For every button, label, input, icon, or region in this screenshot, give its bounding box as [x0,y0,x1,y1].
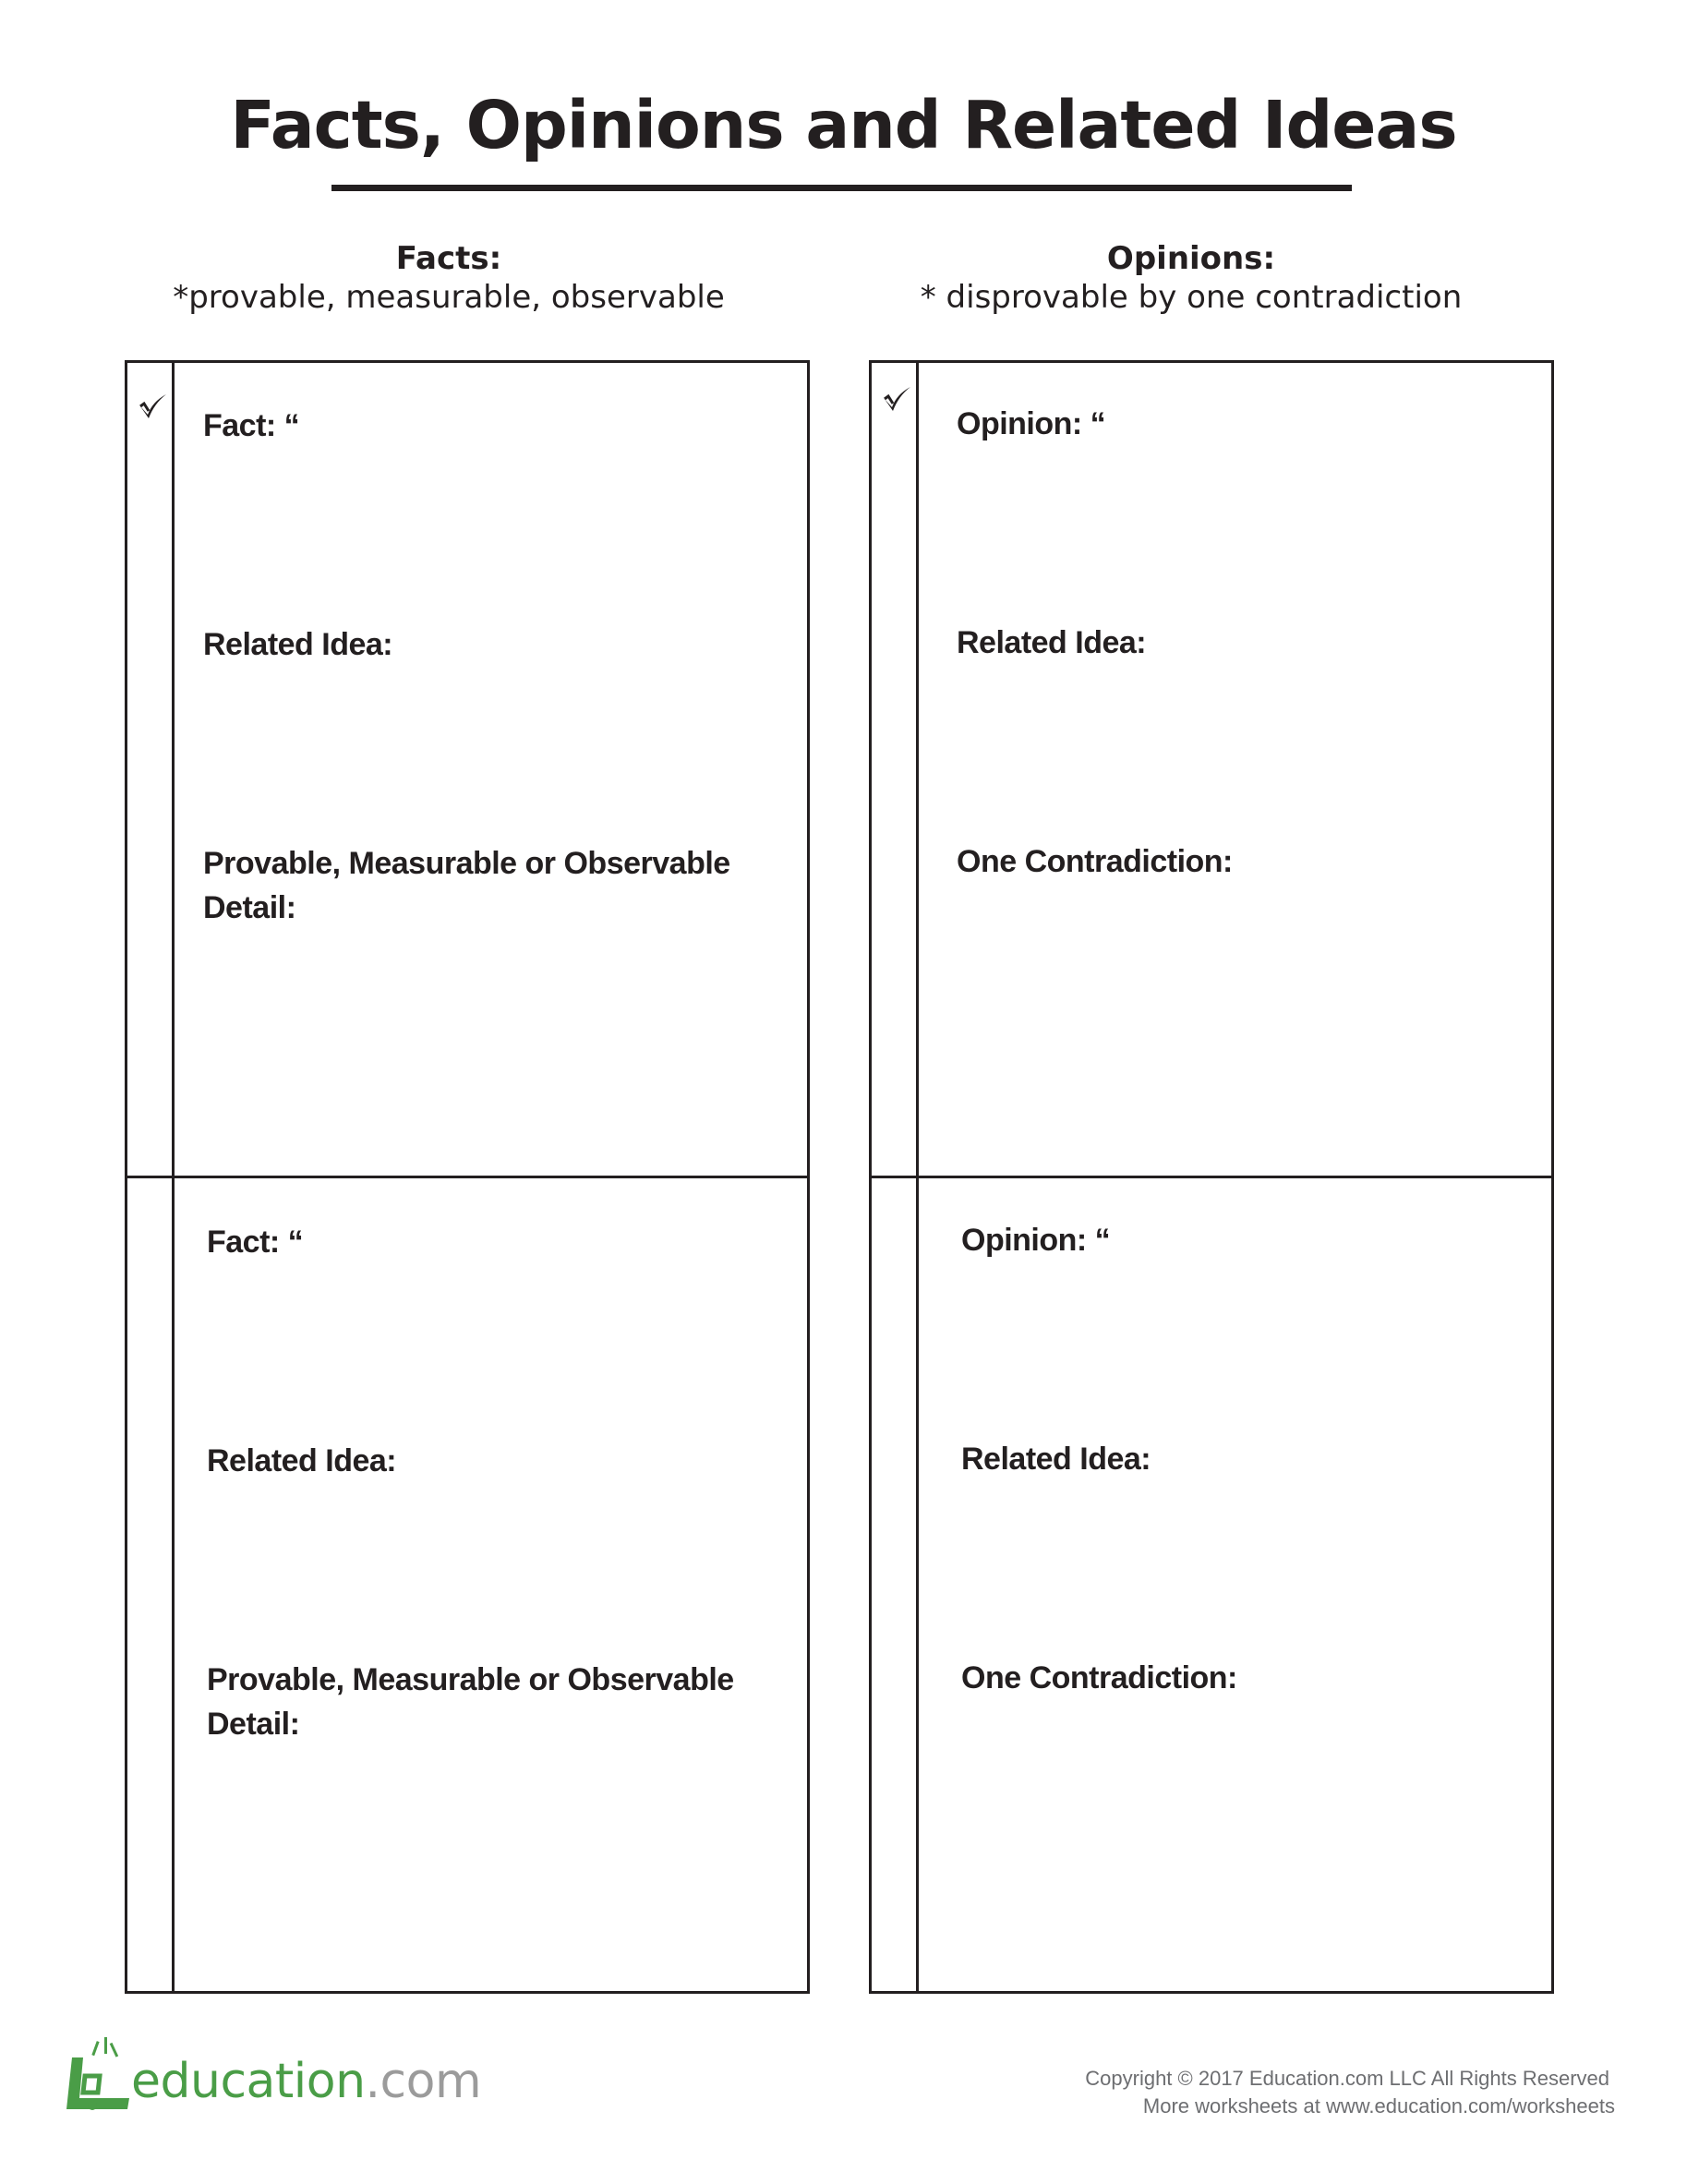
more-worksheets-link[interactable]: More worksheets at www.education.com/worksheets [1142,2094,1615,2118]
opinion-box-2 [869,1176,1554,1994]
related-idea-label: Related Idea: [957,625,1147,660]
opinion-box-1 [869,360,1554,1178]
opinions-subheading: * disprovable by one contradiction [920,279,1463,316]
facts-column-header [126,240,772,316]
detail-label: Provable, Measurable or Observable Detail: [203,846,730,925]
fact-box-1 [125,360,810,1178]
check-gutter [916,1178,919,1991]
opinion-label: Opinion: “ [961,1223,1111,1258]
page-title: Facts, Opinions and Related Ideas [230,87,1457,163]
contradiction-label: One Contradiction: [957,844,1233,879]
detail-label: Provable, Measurable or Observable Detail: [207,1662,734,1742]
logo-text-suffix: .com [365,2054,482,2109]
check-icon [138,391,169,422]
facts-subheading: *provable, measurable, observable [173,279,725,316]
facts-heading: Facts: [395,240,502,277]
fact-box-2 [125,1176,810,1994]
opinion-label: Opinion: “ [957,406,1106,441]
check-icon [882,383,913,415]
check-gutter [172,1178,175,1991]
logo-text-main: education [131,2054,366,2109]
copyright-notice: Copyright © 2017 Education.com LLC All Rights Reserved [1085,2067,1609,2090]
education-logo[interactable] [131,2054,482,2109]
contradiction-label: One Contradiction: [961,1660,1237,1695]
fact-label: Fact: “ [203,408,300,443]
fact-label: Fact: “ [207,1225,304,1260]
check-gutter [916,363,919,1176]
related-idea-label: Related Idea: [207,1443,397,1478]
related-idea-label: Related Idea: [203,627,393,662]
title-underline [331,185,1352,191]
opinions-heading: Opinions: [1106,240,1276,277]
opinions-column-header [868,240,1514,316]
check-gutter [172,363,175,1176]
related-idea-label: Related Idea: [961,1442,1151,1477]
